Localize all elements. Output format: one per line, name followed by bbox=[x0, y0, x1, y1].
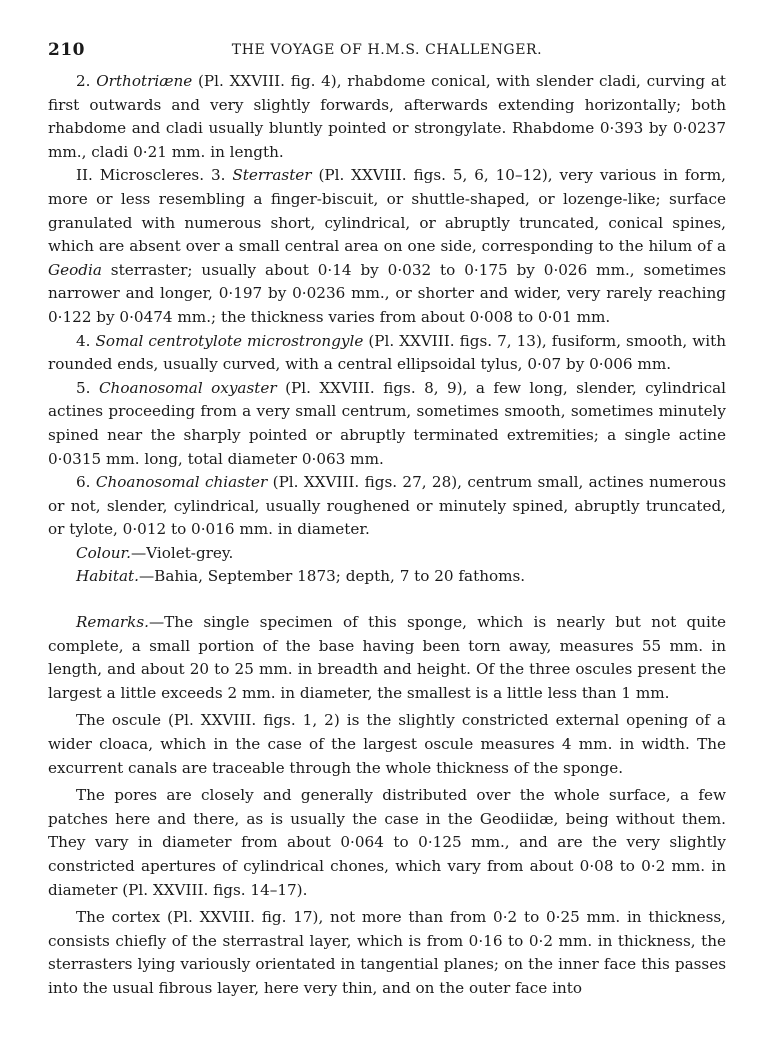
paragraph-remarks bbox=[48, 611, 726, 705]
spicule-term: Choanosomal oxyaster bbox=[98, 378, 277, 397]
item-number: 2. bbox=[76, 72, 97, 90]
paragraph-colour bbox=[48, 542, 726, 566]
remarks-label: Remarks. bbox=[76, 613, 149, 632]
paragraph-text: (Pl. XXVIII. figs. 5, 6, 10–12), very various in form, more or less resembling a finger-biscuit, or shuttle-shaped, or lozenge-like; surface granulated with numerous short, cylindrical, or abruptly truncated, conical spines, which are absent over a small central area on one side, corresponding to the hilum of a bbox=[48, 166, 726, 256]
paragraph-text: (Pl. XXVIII. figs. 7, 13), fusiform, smooth, with rounded ends, usually curved, with a central ellipsoidal tylus, 0·07 by 0·006 mm. bbox=[48, 331, 726, 374]
paragraph-habitat bbox=[48, 565, 726, 589]
paragraph-text: The oscule (Pl. XXVIII. figs. 1, 2) is the slightly constricted external opening of a wider cloaca, which in the case of the largest oscule measures 4 mm. in width. The excurrent canals are traceable through the whole thickness of the sponge. bbox=[48, 711, 726, 777]
habitat-label: Habitat. bbox=[76, 567, 139, 586]
paragraph-text: —The single specimen of this sponge, which is nearly but not quite complete, a small portion of the base having been torn away, measures 55 mm. in length, and about 20 to 25 mm. in breadth and height. Of the three oscules present the largest a little exceeds 2 mm. in diameter, the smallest is a little less than 1 mm. bbox=[48, 613, 726, 702]
body-text bbox=[48, 70, 726, 1001]
item-number: 6. bbox=[76, 473, 96, 492]
paragraph-sterraster bbox=[48, 164, 726, 329]
colour-label: Colour. bbox=[76, 543, 131, 562]
paragraph-text: The pores are closely and generally distributed over the whole surface, a few patches here and there, as is usually the case in the Geodiidæ, being without them. They vary in diameter from about 0·064 to 0·125 mm., and are the very slightly constricted apertures of cylindrical chones, which vary from about 0·08 to 0·2 mm. in diameter (Pl. XXVIII. figs. 14–17). bbox=[48, 786, 726, 899]
spicule-term: Somal centrotylote microstrongyle bbox=[95, 331, 364, 350]
page-number: 210 bbox=[48, 40, 85, 60]
running-title: THE VOYAGE OF H.M.S. CHALLENGER. bbox=[231, 42, 543, 58]
spicule-term: Orthotriæne bbox=[96, 72, 193, 90]
colour-value: —Violet-grey. bbox=[130, 543, 234, 562]
genus-name: Geodia bbox=[48, 260, 102, 279]
paragraph-text: (Pl. XXVIII. figs. 8, 9), a few long, slender, cylindrical actines proceeding from a very small centrum, sometimes smooth, sometimes minutely spined near the sharply pointed or abruptly terminated extremities; a single actine 0·0315 mm. long, total diameter 0·063 mm. bbox=[48, 378, 726, 468]
item-number: 4. bbox=[76, 331, 96, 350]
paragraph-microstrongyle bbox=[48, 330, 726, 377]
section-lead: II. Microscleres. 3. bbox=[76, 166, 233, 185]
running-head bbox=[48, 40, 726, 70]
paragraph-oxyaster bbox=[48, 377, 726, 471]
paragraph-cortex bbox=[48, 906, 726, 1000]
habitat-value: —Bahia, September 1873; depth, 7 to 20 fathoms. bbox=[138, 567, 526, 586]
paragraph-orthotriaene bbox=[48, 70, 726, 164]
paragraph-text: (Pl. XXVIII. fig. 4), rhabdome conical, with slender cladi, curving at first outwards and very slightly forwards, afterwards extending horizontally; both rhabdome and cladi usually bluntly pointed or strongylate. Rhabdome 0·393 by 0·0237 mm., cladi 0·21 mm. in length. bbox=[48, 72, 726, 161]
paragraph-text: sterraster; usually about 0·14 by 0·032 to 0·175 by 0·026 mm., sometimes narrower and longer, 0·197 by 0·0236 mm., or shorter and wider, very rarely reaching 0·122 by 0·0474 mm.; the thickness varies from about 0·008 to 0·01 mm. bbox=[48, 260, 726, 326]
paragraph-oscule bbox=[48, 709, 726, 780]
item-number: 5. bbox=[76, 378, 99, 397]
paragraph-chiaster bbox=[48, 471, 726, 542]
spicule-term: Sterraster bbox=[232, 166, 312, 185]
paragraph-pores bbox=[48, 784, 726, 902]
spicule-term: Choanosomal chiaster bbox=[95, 473, 268, 492]
paragraph-text: (Pl. XXVIII. figs. 27, 28), centrum small, actines numerous or not, slender, cylindrical, usually roughened or minutely spined, abruptly truncated, or tylote, 0·012 to 0·016 mm. in diameter. bbox=[48, 473, 726, 539]
paragraph-text: The cortex (Pl. XXVIII. fig. 17), not more than from 0·2 to 0·25 mm. in thickness, consists chiefly of the sterrastral layer, which is from 0·16 to 0·2 mm. in thickness, the sterrasters lying variously orientated in tangential planes; on the inner face this passes into the usual fibrous layer, here very thin, and on the outer face into bbox=[48, 908, 726, 997]
